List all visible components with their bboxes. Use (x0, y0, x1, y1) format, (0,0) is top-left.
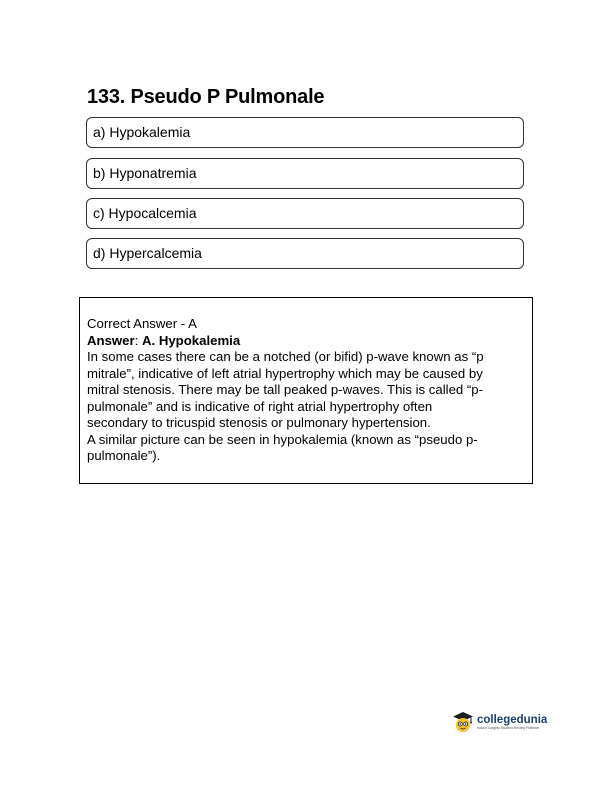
option-c-label: c) Hypocalcemia (93, 205, 197, 221)
collegedunia-logo (451, 707, 547, 737)
explanation-line: pulmonale”). (87, 448, 161, 463)
correct-answer-line: Correct Answer - A (87, 316, 197, 331)
answer-text: A. Hypokalemia (141, 332, 241, 348)
option-d-label: d) Hypercalcemia (93, 245, 202, 261)
option-a-label: a) Hypokalemia (93, 124, 191, 140)
explanation-line: mitral stenosis. There may be tall peaked p-waves. This is called “p- (87, 382, 484, 397)
logo-text (477, 714, 547, 731)
explanation-line: In some cases there can be a notched (or bifid) p-wave known as “p (87, 349, 484, 364)
graduate-mascot-icon (451, 710, 475, 734)
explanation-line: secondary to tricuspid stenosis or pulmonary hypertension. (87, 415, 431, 430)
logo-name: collegedunia (477, 713, 548, 726)
answer-colon: : (134, 332, 142, 348)
explanation-line: mitrale”, indicative of left atrial hypertrophy which may be caused by (87, 365, 483, 381)
answer-prefix: Answer (87, 332, 135, 348)
answer-explanation-box (79, 297, 533, 484)
answer-line (87, 333, 526, 350)
question-title: 133. Pseudo P Pulmonale (87, 86, 325, 108)
option-a[interactable] (86, 117, 524, 148)
explanation-line: pulmonale” and is indicative of right atrial hypertrophy often (87, 398, 433, 414)
option-d[interactable] (86, 238, 524, 269)
logo-tagline: India's Largest Student Review Platform (477, 725, 540, 730)
option-b-label: b) Hyponatremia (93, 165, 197, 181)
explanation-line: A similar picture can be seen in hypokalemia (known as “pseudo p- (87, 431, 478, 447)
option-c[interactable] (86, 198, 524, 229)
option-b[interactable] (86, 158, 524, 189)
